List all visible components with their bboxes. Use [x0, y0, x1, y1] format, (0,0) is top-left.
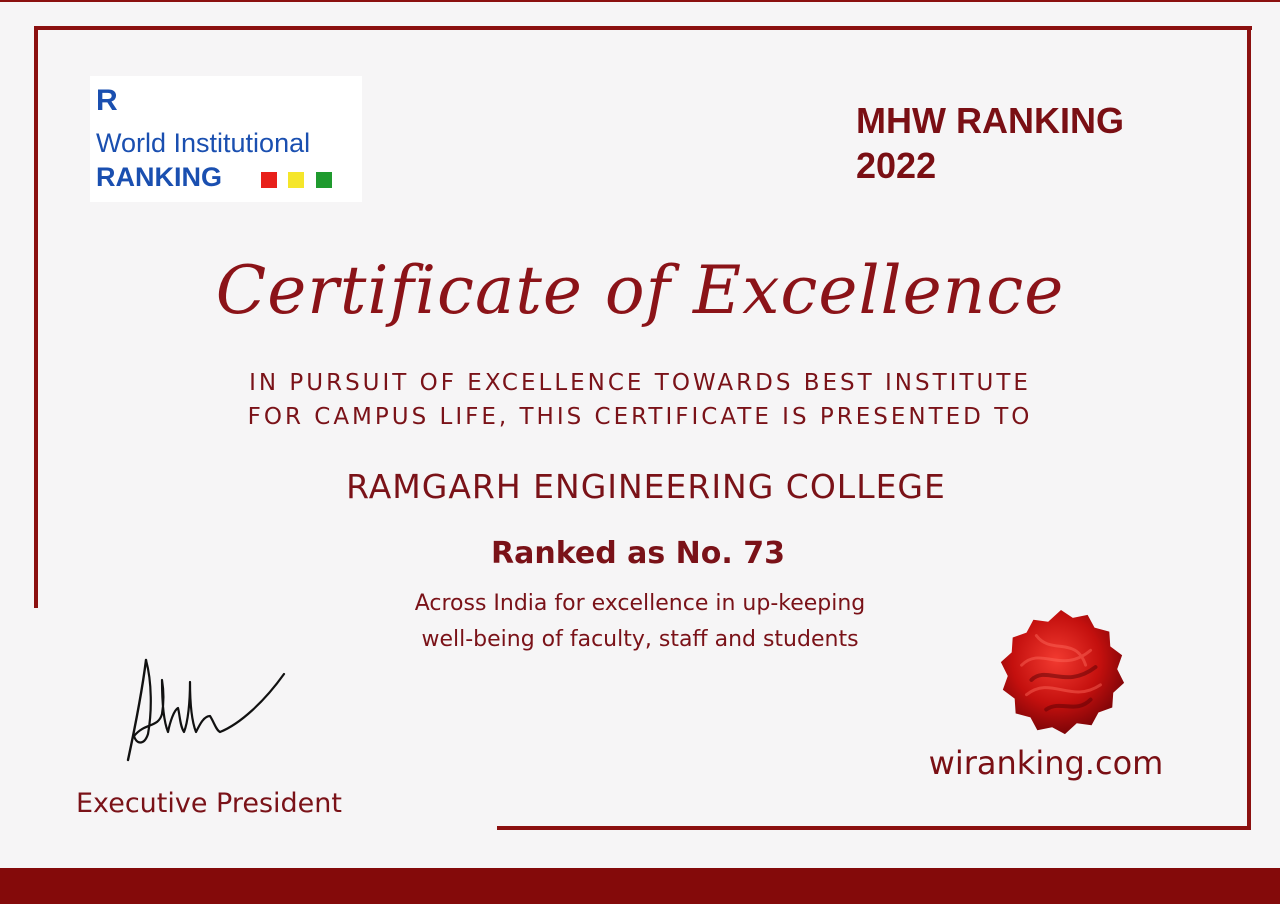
recipient-name: RAMGARH ENGINEERING COLLEGE: [346, 467, 946, 506]
frame-bottom-border: [497, 826, 1251, 830]
ranking-heading: [856, 98, 1176, 188]
presentation-statement: [140, 366, 1140, 434]
frame-right-border: [1247, 26, 1251, 830]
website-link[interactable]: wiranking.com: [928, 744, 1164, 782]
signature-image: [118, 652, 298, 772]
logo-line-1: World Institutional: [96, 128, 311, 158]
signatory-title: Executive President: [76, 788, 342, 819]
presentation-line-2: FOR CAMPUS LIFE, THIS CERTIFICATE IS PRESENTED TO: [247, 404, 1033, 430]
frame-top-border: [34, 26, 1252, 30]
logo-green-square: [316, 172, 332, 188]
rank-description-line-1: Across India for excellence in up-keeping: [414, 591, 866, 616]
ranking-name: MHW RANKING: [856, 100, 1124, 141]
logo-letter: R: [96, 84, 118, 117]
world-institutional-ranking-logo: [90, 76, 362, 202]
rank-description: [290, 586, 990, 658]
rank-description-line-2: well-being of faculty, staff and students: [421, 627, 859, 652]
logo-red-square: [261, 172, 277, 188]
bottom-band: [0, 868, 1280, 904]
logo-yellow-square: [288, 172, 304, 188]
red-seal-icon: [992, 606, 1130, 744]
top-rule: [0, 0, 1280, 2]
logo-line-2: RANKING: [96, 162, 222, 192]
rank-statement: Ranked as No. 73: [491, 536, 785, 571]
certificate-title: Certificate of Excellence: [215, 252, 1065, 329]
ranking-year: 2022: [856, 145, 937, 186]
presentation-line-1: IN PURSUIT OF EXCELLENCE TOWARDS BEST INSTITUTE: [249, 370, 1031, 396]
